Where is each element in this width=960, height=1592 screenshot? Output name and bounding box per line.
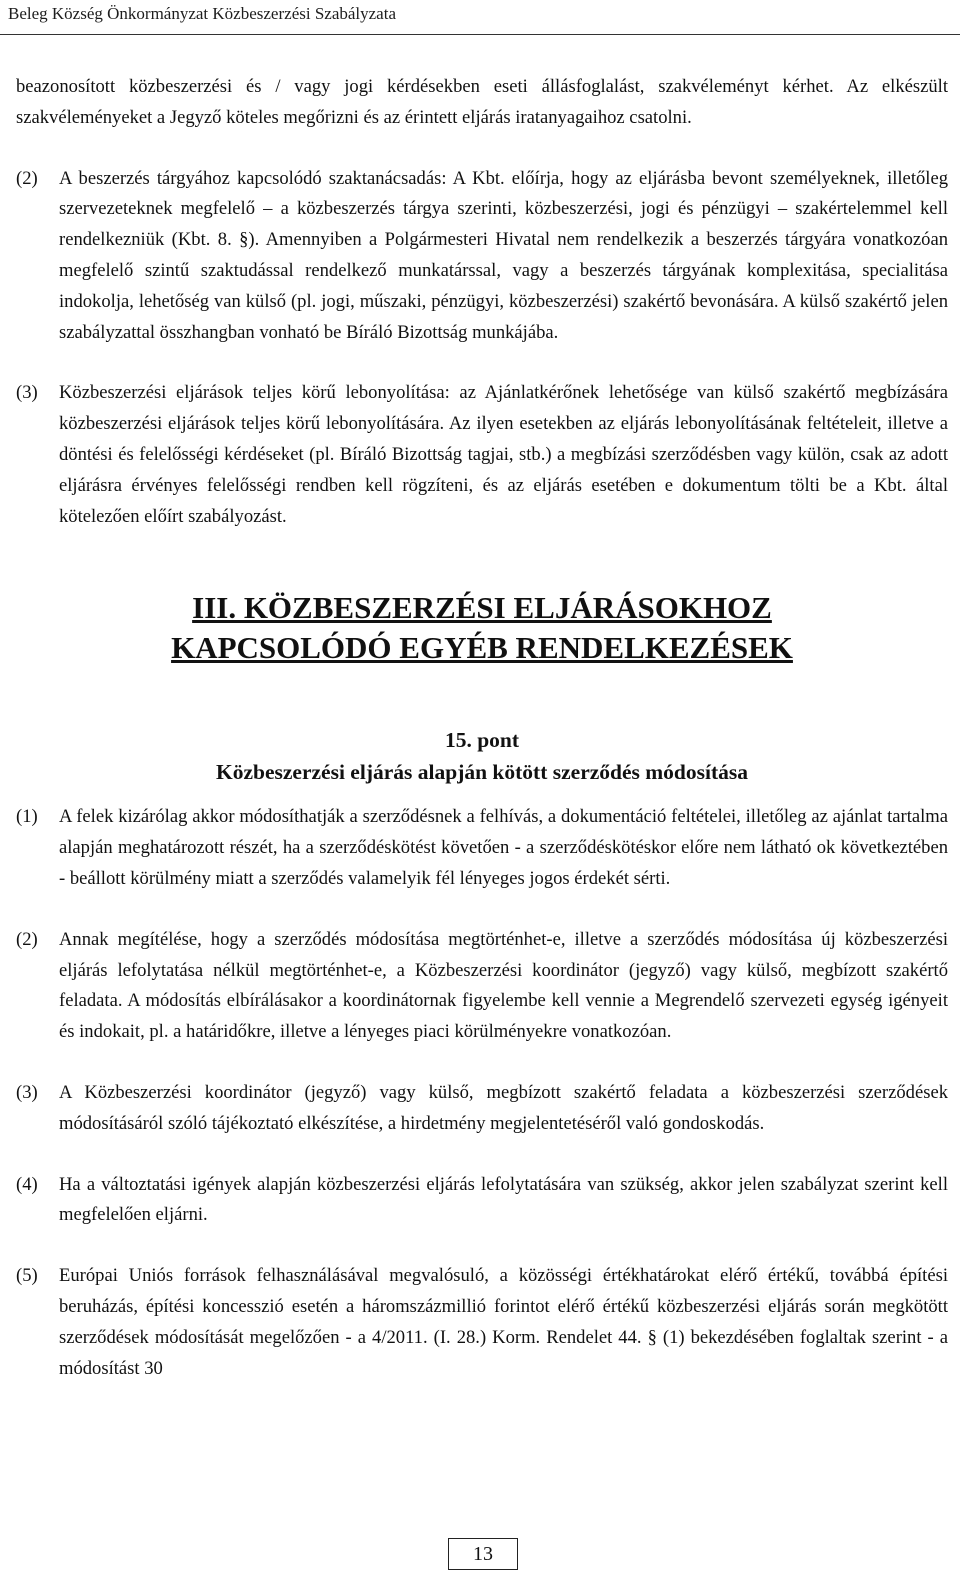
spacer <box>16 1231 948 1261</box>
point-number: 15. pont <box>444 728 520 753</box>
chapter-title-line-2: KAPCSOLÓDÓ EGYÉB RENDELKEZÉSEK <box>171 630 793 666</box>
paragraph-15-5 <box>16 1261 948 1384</box>
running-header: Beleg Község Önkormányzat Közbeszerzési Szabályzata <box>8 4 396 23</box>
paragraph-15-1 <box>16 802 948 894</box>
point-title: Közbeszerzési eljárás alapján kötött szerződés módosítása <box>215 760 749 785</box>
spacer <box>16 668 948 724</box>
paragraph-15-2 <box>16 925 948 1048</box>
paragraph-text: A beszerzés tárgyához kapcsolódó szaktanácsadás: A Kbt. előírja, hogy az eljárásba bevont személyeknek, illetőleg szervezeteknek megfelelő – a közbeszerzés tárgya szerinti, közbeszerzési, jogi és pénzügyi – szakértelemmel kell rendelkezniük (Kbt. 8. §). Amennyiben a Polgármesteri Hivatal nem rendelkezik a beszerzés tárgyára vonatkozóan megfelelő szintű szaktudással rendelkező munkatárssal, vagy a beszerzés tárgyának komplexitása, specialitása indokolja, lehetőség van külső (pl. jogi, műszaki, pénzügyi, közbeszerzési) szakértő bevonására. A külső szakértő jelen szabályzattal összhangban vonható be Bíráló Bizottság munkájába. <box>59 167 948 343</box>
page-number-box: 13 <box>448 1538 518 1570</box>
paragraph-number: (2) <box>16 928 38 950</box>
spacer <box>16 348 948 378</box>
intro-paragraph: beazonosított közbeszerzési és / vagy jogi kérdésekben eseti állásfoglalást, szakvéleményt kérhet. Az elkészült szakvéleményeket a Jegyző köteles megőrizni és az érintett eljárás iratanyagaihoz csatolni. <box>16 76 948 128</box>
paragraph-text: Annak megítélése, hogy a szerződés módosítása megtörténhet-e, illetve a szerződés módosítása új közbeszerzési eljárás lefolytatása nélkül megtörténhet-e, a Közbeszerzési koordinátor (jegyző) vagy külső, megbízott szakértő feladata. A módosítás elbírálásakor a koordinátornak figyelembe kell vennie a Megrendelő szervezeti egység igényeit és indokait, pl. a határidőkre, illetve a lényeges piaci körülményekre vonatkozóan. <box>59 928 948 1043</box>
paragraph-number: (3) <box>16 382 38 404</box>
paragraph-text: A Közbeszerzési koordinátor (jegyző) vagy külső, megbízott szakértő feladata a közbeszerzési szerződések módosításáról szóló tájékoztató elkészítése, a hirdetmény megjelentetéséről való gondoskodás. <box>59 1081 948 1134</box>
paragraph-text: Közbeszerzési eljárások teljes körű lebonyolítása: az Ajánlatkérőnek lehetősége van külső szakértő megbízására közbeszerzési eljárások teljes körű lebonyolítására. Az ilyen esetekben az eljárás lebonyolításának feltételeit, illetve a döntési és felelősségi kérdéseket (pl. Bíráló Bizottság tagjai, stb.) a megbízási szerződésben vagy külön, csak az adott eljárásra érvényes felelősségi rendben kell rögzíteni, és az eljárás esetében e dokumentum tölti be a Kbt. által kötelezően előírt szabályozást. <box>59 382 948 527</box>
paragraph-15-4 <box>16 1170 948 1232</box>
paragraph-15-3 <box>16 1078 948 1140</box>
chapter-title-line-1: III. KÖZBESZERZÉSI ELJÁRÁSOKHOZ <box>192 590 772 626</box>
spacer <box>16 532 948 588</box>
spacer <box>16 895 948 925</box>
paragraph-14-2 <box>16 164 948 349</box>
paragraph-number: (1) <box>16 806 38 828</box>
page-body <box>16 72 948 1384</box>
paragraph-number: (5) <box>16 1265 38 1287</box>
paragraph-text: Ha a változtatási igények alapján közbeszerzési eljárás lefolytatására van szükség, akkor jelen szabályzat szerint kell megfelelően eljárni. <box>59 1173 948 1226</box>
paragraph-text: A felek kizárólag akkor módosíthatják a szerződésnek a felhívás, a dokumentáció feltételei, illetőleg az ajánlat tartalma alapján meghatározott részét, ha a szerződéskötést követően - a szerződéskötéskor előre nem látható ok következtében - beállott körülmény miatt a szerződés valamelyik fél lényeges jogos érdekét sérti. <box>59 806 948 889</box>
spacer <box>16 134 948 164</box>
paragraph-number: (3) <box>16 1081 38 1103</box>
header-rule <box>0 34 960 35</box>
paragraph-number: (4) <box>16 1173 38 1195</box>
spacer <box>16 788 948 802</box>
spacer <box>16 1140 948 1170</box>
paragraph-number: (2) <box>16 167 38 189</box>
paragraph-text: Európai Uniós források felhasználásával megvalósuló, a közösségi értékhatárokat elérő értékű, továbbá építési beruházás, építési koncesszió esetén a háromszázmillió forintot elérő értékű közbeszerzési eljárás során megkötött szerződések módosítását megelőzően - a 4/2011. (I. 28.) Korm. Rendelet 44. § (1) bekezdésében foglaltak szerint - a módosítást 30 <box>59 1265 948 1379</box>
paragraph-14-3 <box>16 378 948 532</box>
spacer <box>16 1048 948 1078</box>
